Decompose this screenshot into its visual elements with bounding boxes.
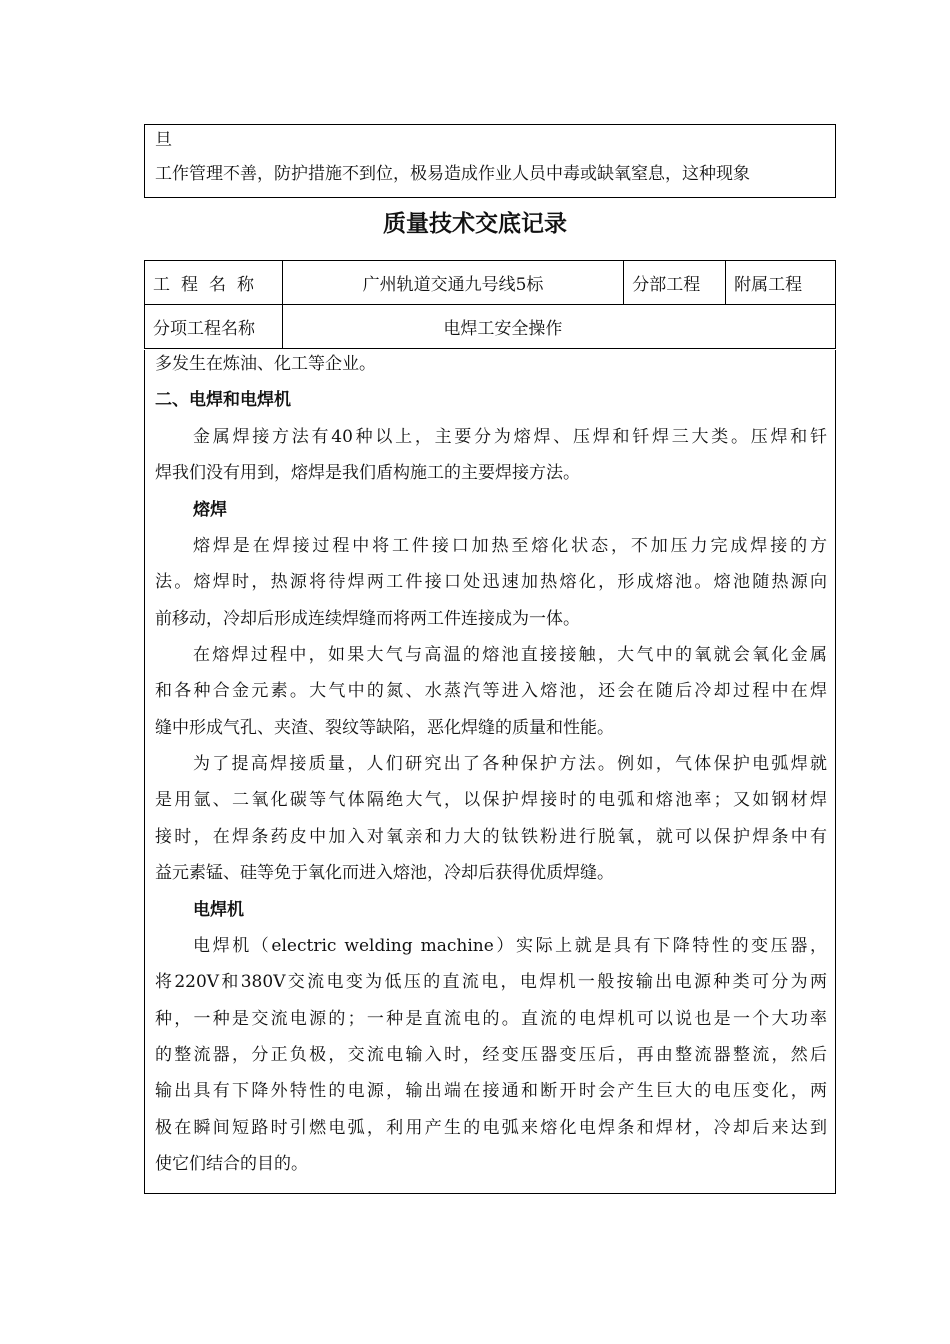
continuation-line-1: 旦 [155, 130, 172, 150]
project-name-label: 工程名称 [145, 261, 283, 305]
paragraph-machine-line-6: 极在瞬间短路时引燃电弧，利用产生的电弧来熔化电焊条和焊材，冷却后来达到 [155, 1118, 827, 1138]
header-table [144, 260, 836, 349]
paragraph-machine-line-3: 种，一种是交流电源的；一种是直流电的。直流的电焊机可以说也是一个大功率 [155, 1009, 827, 1029]
paragraph-protection-line-3: 接时，在焊条药皮中加入对氧亲和力大的钛铁粉进行脱氧，就可以保护焊条中有 [155, 827, 827, 847]
paragraph-atmosphere-line-1: 在熔焊过程中，如果大气与高温的熔池直接接触，大气中的氧就会氧化金属 [193, 645, 827, 665]
subitem-label: 分项工程名称 [145, 305, 283, 349]
subheading-fusion-welding: 熔焊 [193, 500, 227, 520]
paragraph-machine-line-4: 的整流器，分正负极，交流电输入时，经变压器变压后，再由整流器整流，然后 [155, 1045, 827, 1065]
paragraph-fusion-line-2: 法。熔焊时，热源将待焊两工件接口处迅速加热熔化，形成熔池。熔池随热源向 [155, 572, 827, 592]
paragraph-machine-line-2: 将220V和380V交流电变为低压的直流电，电焊机一般按输出电源种类可分为两 [155, 972, 827, 992]
paragraph-protection-line-1: 为了提高焊接质量，人们研究出了各种保护方法。例如，气体保护电弧焊就 [193, 754, 827, 774]
continuation-box [144, 124, 836, 198]
content-box [144, 350, 836, 1194]
paragraph-atmosphere-line-2: 和各种合金元素。大气中的氮、水蒸汽等进入熔池，还会在随后冷却过程中在焊 [155, 681, 827, 701]
division-value: 附属工程 [726, 261, 836, 305]
subitem-value: 电焊工安全操作 [282, 305, 835, 349]
paragraph-protection-line-4: 益元素锰、硅等免于氧化而进入熔池，冷却后获得优质焊缝。 [155, 863, 614, 883]
paragraph-continuation: 多发生在炼油、化工等企业。 [155, 354, 376, 374]
project-name-value: 广州轨道交通九号线5标 [282, 261, 623, 305]
paragraph-methods-line-2: 焊我们没有用到，熔焊是我们盾构施工的主要焊接方法。 [155, 463, 580, 483]
paragraph-protection-line-2: 是用氩、二氧化碳等气体隔绝大气，以保护焊接时的电弧和熔池率；又如钢材焊 [155, 790, 827, 810]
subheading-welding-machine: 电焊机 [193, 900, 244, 920]
paragraph-methods-line-1: 金属焊接方法有40种以上，主要分为熔焊、压焊和钎焊三大类。压焊和钎 [193, 427, 827, 447]
paragraph-fusion-line-1: 熔焊是在焊接过程中将工件接口加热至熔化状态，不加压力完成焊接的方 [193, 536, 827, 556]
paragraph-atmosphere-line-3: 缝中形成气孔、夹渣、裂纹等缺陷，恶化焊缝的质量和性能。 [155, 718, 614, 738]
document-title: 质量技术交底记录 [383, 211, 567, 237]
paragraph-fusion-line-3: 前移动，冷却后形成连续焊缝而将两工件连接成为一体。 [155, 609, 580, 629]
paragraph-machine-line-1: 电焊机（electric welding machine）实际上就是具有下降特性的变压器， [193, 936, 827, 956]
division-label: 分部工程 [624, 261, 726, 305]
header-row-1 [145, 261, 836, 305]
continuation-line-2: 工作管理不善，防护措施不到位，极易造成作业人员中毒或缺氧窒息，这种现象 [155, 164, 750, 184]
section-heading-welding: 二、电焊和电焊机 [155, 390, 291, 410]
paragraph-machine-line-7: 使它们结合的目的。 [155, 1154, 308, 1174]
header-row-2 [145, 305, 836, 349]
paragraph-machine-line-5: 输出具有下降外特性的电源，输出端在接通和断开时会产生巨大的电压变化，两 [155, 1081, 827, 1101]
